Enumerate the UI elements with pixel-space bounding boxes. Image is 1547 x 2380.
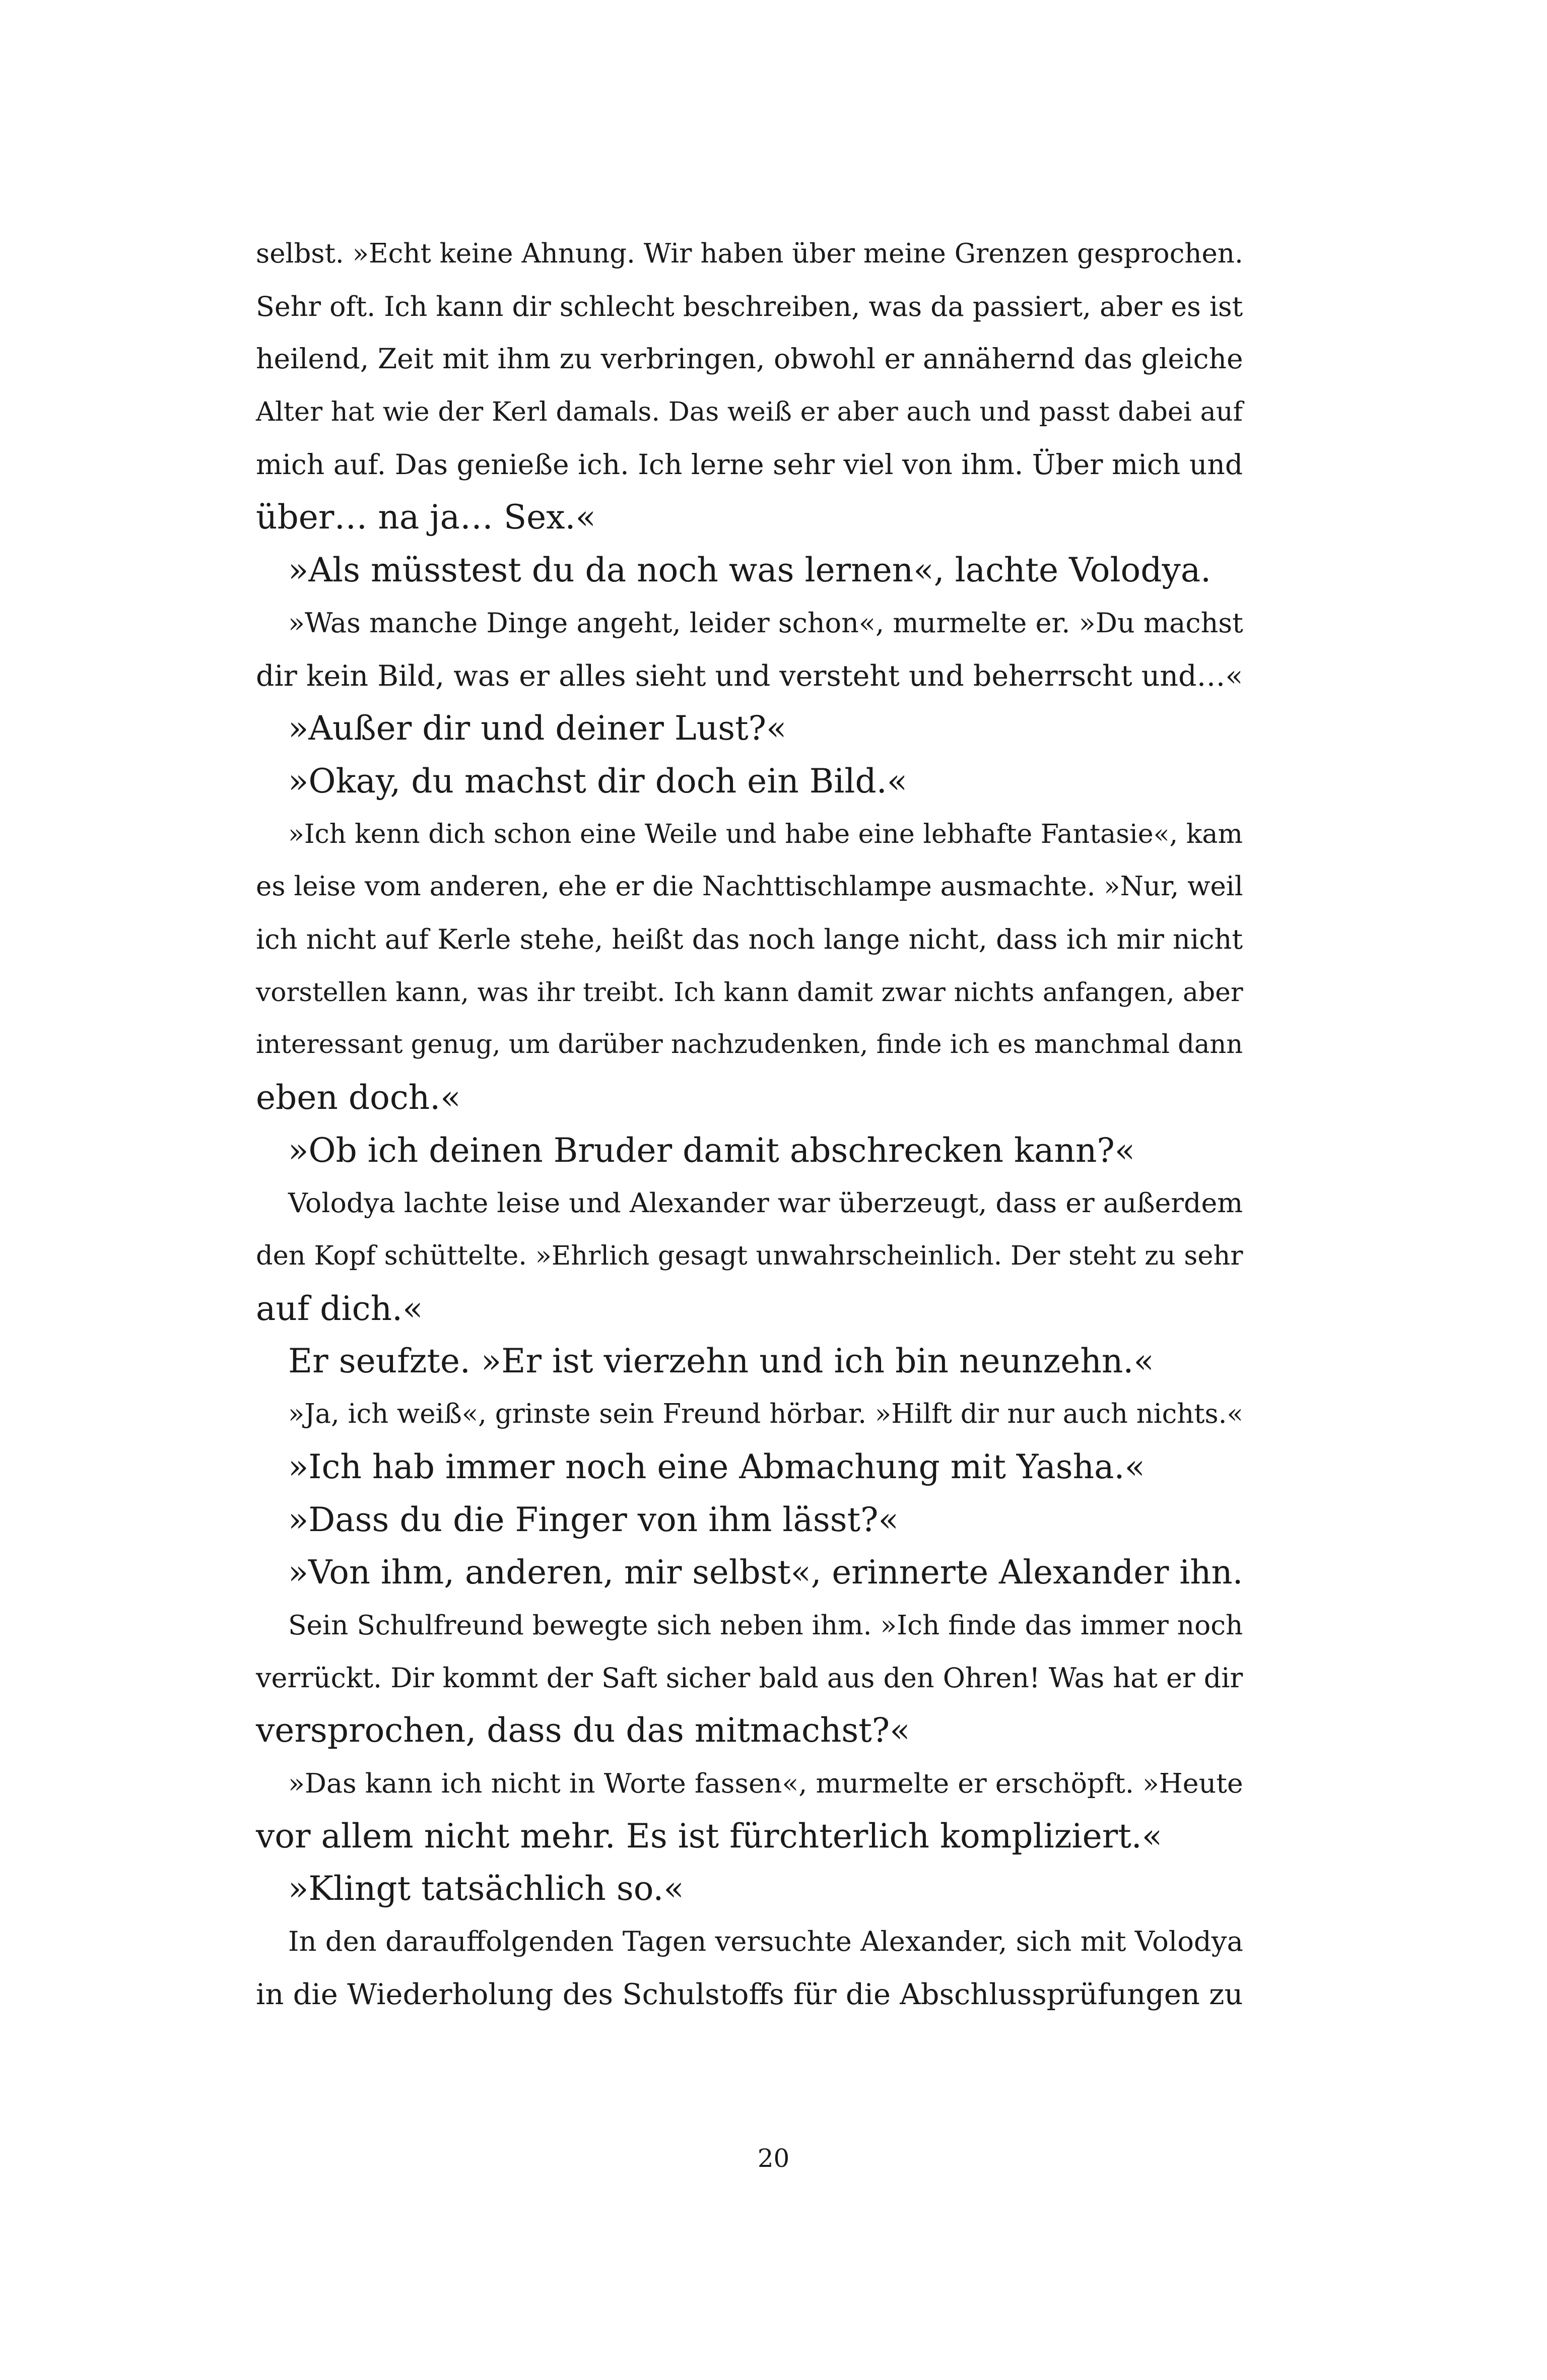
text-line: »Was manche Dinge angeht, leider schon«, murmelte er. »Du machst — [288, 607, 1243, 639]
text-line: Volodya lachte leise und Alexander war überzeugt, dass er außerdem — [288, 1187, 1243, 1219]
text-line: »Ja, ich weiß«, grinste sein Freund hörbar. »Hilft dir nur auch nichts.« — [288, 1399, 1243, 1430]
text-line: dir kein Bild, was er alles sieht und versteht und beherrscht und…« — [256, 659, 1243, 693]
page-number: 20 — [757, 2144, 790, 2173]
text-line: Er seufzte. »Er ist vierzehn und ich bin neunzehn.« — [288, 1342, 1154, 1381]
text-line: »Außer dir und deiner Lust?« — [288, 709, 787, 748]
text-line: »Als müsstest du da noch was lernen«, lachte Volodya. — [288, 551, 1212, 590]
text-line: »Das kann ich nicht in Worte fassen«, murmelte er erschöpft. »Heute — [288, 1767, 1243, 1799]
text-line: vor allem nicht mehr. Es ist fürchterlich kompliziert.« — [256, 1816, 1163, 1856]
body-text — [256, 228, 1243, 2021]
text-line: »Von ihm, anderen, mir selbst«, erinnerte Alexander ihn. — [288, 1553, 1243, 1592]
text-line: eben doch.« — [256, 1078, 461, 1117]
text-line: »Okay, du machst dir doch ein Bild.« — [288, 761, 908, 801]
text-line: »Ob ich deinen Bruder damit abschrecken kann?« — [288, 1131, 1135, 1170]
text-line: über… na ja… Sex.« — [256, 498, 596, 537]
text-line: vorstellen kann, was ihr treibt. Ich kann damit zwar nichts anfangen, aber — [256, 977, 1243, 1008]
text-line: Sehr oft. Ich kann dir schlecht beschreiben, was da passiert, aber es ist — [256, 290, 1243, 322]
text-line: Sein Schulfreund bewegte sich neben ihm. »Ich finde das immer noch — [288, 1609, 1243, 1641]
text-line: »Ich hab immer noch eine Abmachung mit Yasha.« — [288, 1447, 1145, 1486]
text-line: den Kopf schüttelte. »Ehrlich gesagt unwahrscheinlich. Der steht zu sehr — [256, 1240, 1243, 1272]
text-line: auf dich.« — [256, 1289, 423, 1328]
text-line: ich nicht auf Kerle stehe, heißt das noch lange nicht, dass ich mir nicht — [256, 923, 1243, 955]
text-line: »Ich kenn dich schon eine Weile und habe eine lebhafte Fantasie«, kam — [288, 819, 1243, 849]
text-line: es leise vom anderen, ehe er die Nachttischlampe ausmachte. »Nur, weil — [256, 871, 1243, 902]
text-line: heilend, Zeit mit ihm zu verbringen, obwohl er annähernd das gleiche — [256, 343, 1243, 376]
text-line: »Klingt tatsächlich so.« — [288, 1869, 684, 1908]
text-line: verrückt. Dir kommt der Saft sicher bald aus den Ohren! Was hat er dir — [256, 1662, 1243, 1694]
text-line: interessant genug, um darüber nachzudenken, finde ich es manchmal dann — [256, 1030, 1243, 1060]
text-line: In den darauffolgenden Tagen versuchte Alexander, sich mit Volodya — [288, 1926, 1243, 1957]
text-line: in die Wiederholung des Schulstoffs für die Abschlussprüfungen zu — [256, 1977, 1243, 2011]
text-line: »Dass du die Finger von ihm lässt?« — [288, 1500, 899, 1539]
text-line: mich auf. Das genieße ich. Ich lerne sehr viel von ihm. Über mich und — [256, 448, 1243, 481]
text-line: versprochen, dass du das mitmachst?« — [256, 1711, 910, 1750]
text-line: Alter hat wie der Kerl damals. Das weiß er aber auch und passt dabei auf — [256, 396, 1243, 428]
text-line: selbst. »Echt keine Ahnung. Wir haben über meine Grenzen gesprochen. — [256, 238, 1243, 269]
